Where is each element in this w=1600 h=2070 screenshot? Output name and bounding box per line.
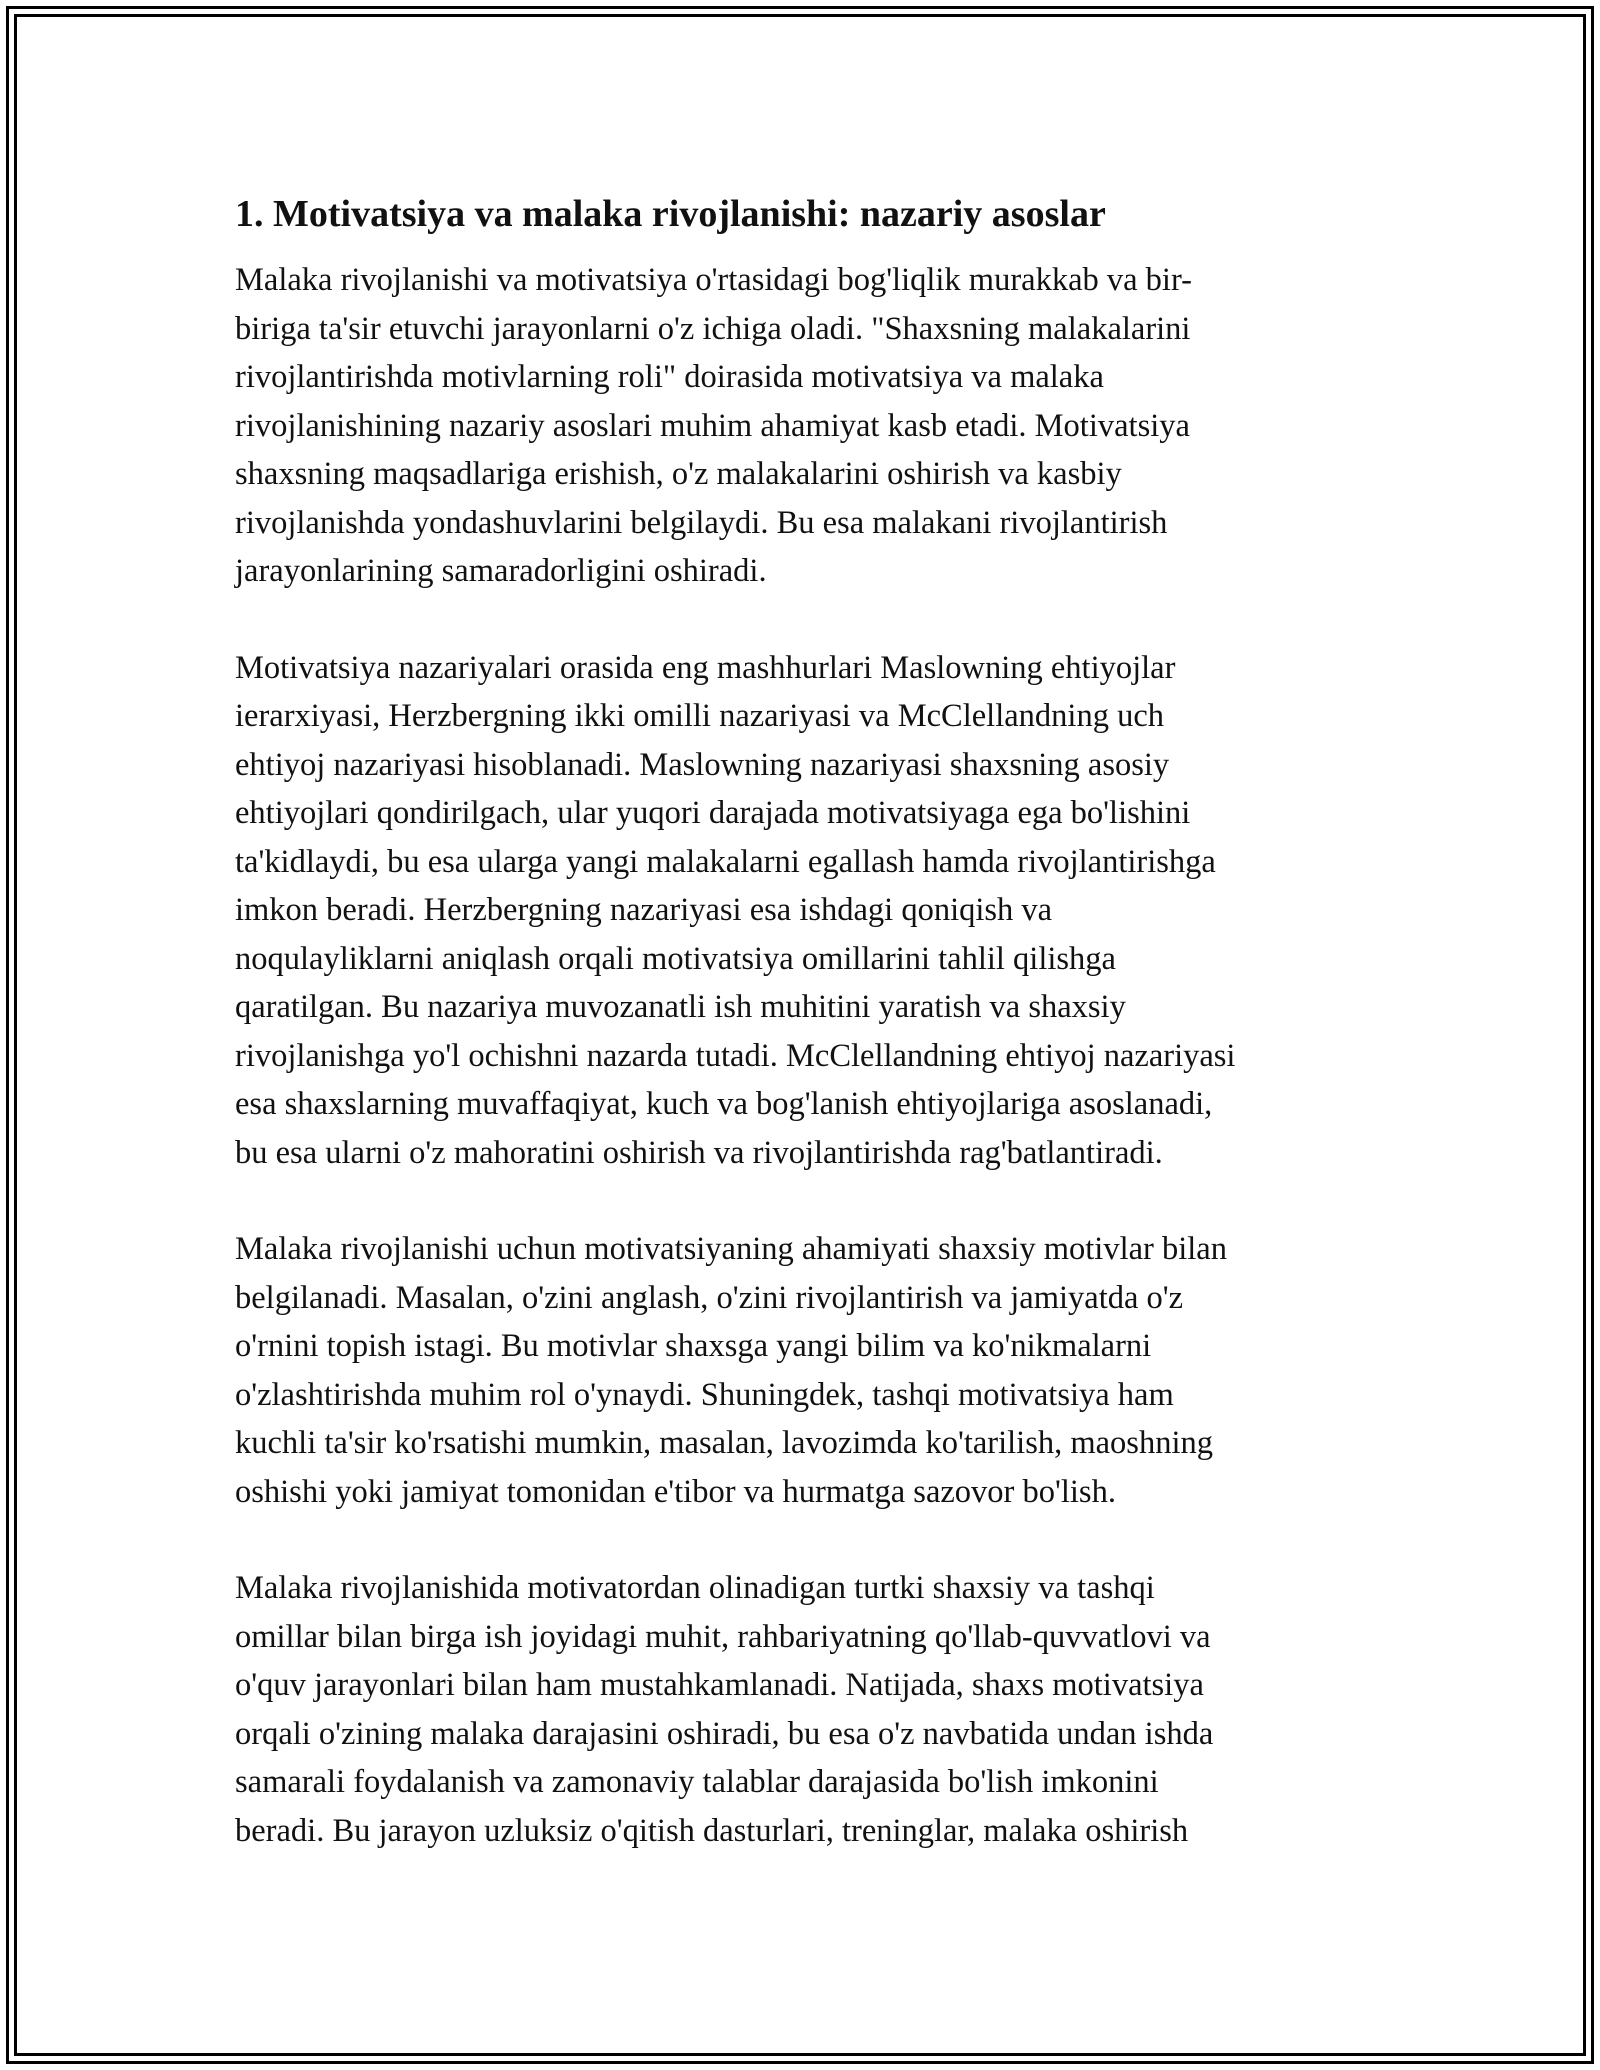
paragraph-4: Malaka rivojlanishida motivatordan olinadigan turtki shaxsiy va tashqi omillar bilan birga ish joyidagi muhit, rahbariyatning qo'llab-quvvatlovi va o'quv jarayonlari bilan ham mustahkamlanadi. Natijada, shaxs motivatsiya orqali o'zining malaka darajasini oshiradi, bu esa o'z navbatida undan ishda samarali foydalanish va zamonaviy talablar darajasida bo'lish imkonini beradi. Bu jarayon uzluksiz o'qitish dasturlari, treninglar, malaka oshirish [235,1570,1214,1849]
document-body [235,188,1375,1903]
paragraph-2: Motivatsiya nazariyalari orasida eng mashhurlari Maslowning ehtiyojlar ierarxiyasi, Herzbergning ikki omilli nazariyasi va McClellandning uch ehtiyoj nazariyasi hisoblanadi. Maslowning nazariyasi shaxsning asosiy ehtiyojlari qondirilgach, ular yuqori darajada motivatsiyaga ega bo'lishini ta'kidlaydi, bu esa ularga yangi malakalarni egallash hamda rivojlantirishga imkon beradi. Herzbergning nazariyasi esa ishdagi qoniqish va noqulayliklarni aniqlash orqali motivatsiya omillarini tahlil qilishga qaratilgan. Bu nazariya muvozanatli ish muhitini yaratish va shaxsiy rivojlanishga yo'l ochishni nazarda tutadi. McClellandning ehtiyoj nazariyasi esa shaxslarning muvaffaqiyat, kuch va bog'lanish ehtiyojlariga asoslanadi, bu esa ularni o'z mahoratini oshirish va rivojlantirishda rag'batlantiradi. [235,649,1236,1171]
section-heading: 1. Motivatsiya va malaka rivojlanishi: nazariy asoslar [235,193,1106,235]
paragraph-3: Malaka rivojlanishi uchun motivatsiyaning ahamiyati shaxsiy motivlar bilan belgilanadi. Masalan, o'zini anglash, o'zini rivojlantirish va jamiyatda o'z o'rnini topish istagi. Bu motivlar shaxsga yangi bilim va ko'nikmalarni o'zlashtirishda muhim rol o'ynaydi. Shuningdek, tashqi motivatsiya ham kuchli ta'sir ko'rsatishi mumkin, masalan, lavozimda ko'tarilish, maoshning oshishi yoki jamiyat tomonidan e'tibor va hurmatga sazovor bo'lish. [235,1231,1227,1510]
paragraph-1: Malaka rivojlanishi va motivatsiya o'rtasidagi bog'liqlik murakkab va bir- biriga ta'sir etuvchi jarayonlarni o'z ichiga oladi. "Shaxsning malakalarini rivojlantirishda motivlarning roli" doirasida motivatsiya va malaka rivojlanishining nazariy asoslari muhim ahamiyat kasb etadi. Motivatsiya shaxsning maqsadlariga erishish, o'z malakalarini oshirish va kasbiy rivojlanishda yondashuvlarini belgilaydi. Bu esa malakani rivojlantirish jarayonlarining samaradorligini oshiradi. [235,262,1192,589]
